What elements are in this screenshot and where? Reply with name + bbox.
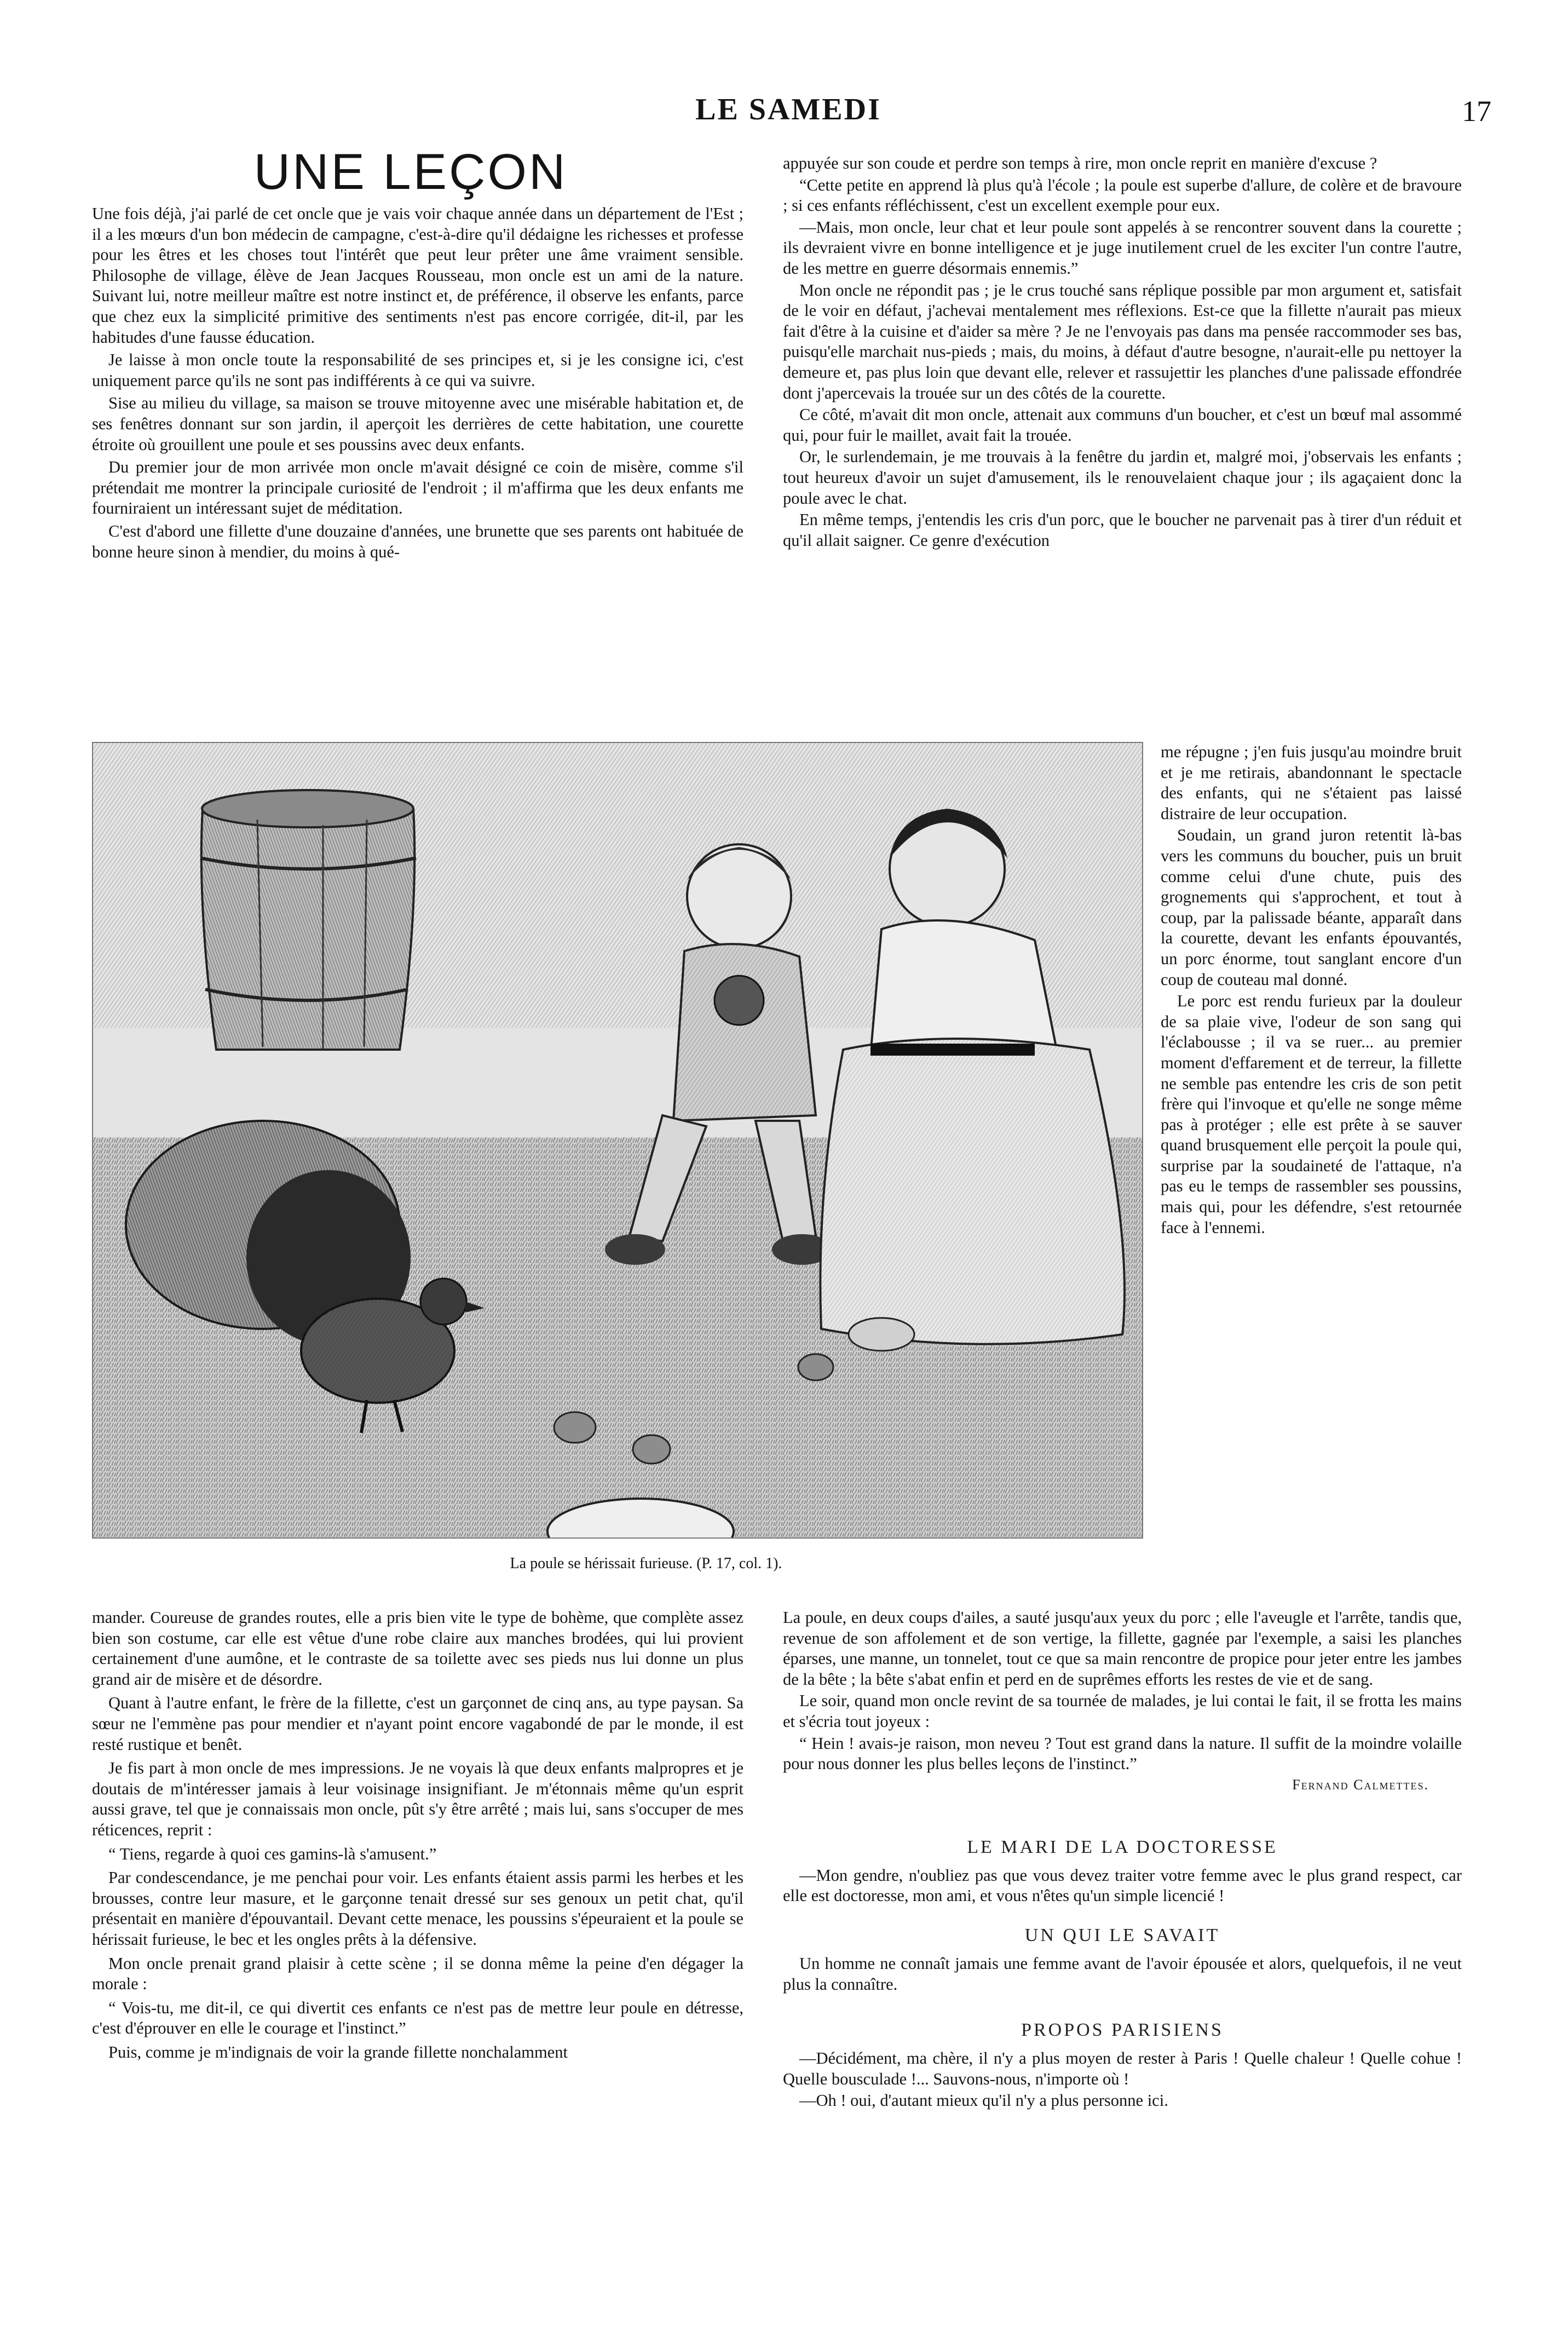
paragraph: Soudain, un grand juron retentit là-bas vers les communs du boucher, puis un bruit comme celui d'une chute, puis des grognements qui s'approchent, et tout à coup, par la palissade béante, apparaît dans la courette, devant les enfants épouvantés, un porc énorme, tout sanglant encore d'un coup de couteau mal donné. xyxy=(1161,826,1462,989)
image-caption: La poule se hérissait furieuse. (P. 17, col. 1). xyxy=(510,1555,782,1572)
paragraph: Ce côté, m'avait dit mon oncle, attenait aux communs d'un boucher, et c'est un bœuf mal assommé qui, pour fuir le maillet, avait fait la trouée. xyxy=(783,405,1462,445)
right-column-narrow xyxy=(1161,742,1462,1238)
paragraph: appuyée sur son coude et perdre son temps à rire, mon oncle reprit en manière d'excuse ? xyxy=(783,154,1377,172)
right-column-bottom xyxy=(783,1608,1462,2111)
engraving-image xyxy=(93,743,1143,1539)
paragraph: Je fis part à mon oncle de mes impressions. Je ne voyais là que deux enfants malpropres et je doutais de m'intéresser jamais à leur voisinage insignifiant. Je m'étonnais même qu'un esprit aussi grave, tel que je connaissais mon oncle, pût s'y être arrêté ; mais lui, sans s'occuper de mes réticences, reprit : xyxy=(92,1759,743,1839)
paragraph: Or, le surlendemain, je me trouvais à la fenêtre du jardin et, malgré moi, j'observais les enfants ; tout heureux d'avoir un sujet d'amusement, ils le renouvelaient chaque jour ; ils agaçaient donc la poule avec le chat. xyxy=(783,447,1462,508)
barrel xyxy=(200,790,416,1050)
paragraph: —Mais, mon oncle, leur chat et leur poule sont appelés à se rencontrer souvent dans la courette ; ils devraient vivre en bonne intelligence et je juge inutilement cruel de les exciter l'un contre l'autre, de les mettre en guerre désormais ennemis.” xyxy=(783,217,1462,278)
paragraph: Puis, comme je m'indignais de voir la grande fillette nonchalamment xyxy=(108,2042,568,2061)
section-title-savait: UN QUI LE SAVAIT xyxy=(1024,1925,1220,1945)
paragraph: Quant à l'autre enfant, le frère de la fillette, c'est un garçonnet de cinq ans, au type paysan. Sa sœur ne l'emmène pas pour mendier et n'ayant point encore vagabondé de par le monde, il est resté rustique et benêt. xyxy=(92,1694,743,1754)
left-column-bottom xyxy=(92,1608,743,2063)
paragraph: Un homme ne connaît jamais une femme avant de l'avoir épousée et alors, quelquefois, il ne veut plus la connaître. xyxy=(783,1954,1462,1994)
paragraph: Le soir, quand mon oncle revint de sa tournée de malades, je lui contai le fait, il se frotta les mains et s'écria tout joyeux : xyxy=(783,1691,1462,1731)
section-title-mari: LE MARI DE LA DOCTORESSE xyxy=(967,1836,1278,1857)
right-column-top xyxy=(783,153,1462,551)
page-number: 17 xyxy=(1462,95,1491,128)
paragraph: —Mon gendre, n'oubliez pas que vous devez traiter votre femme avec le plus grand respect, car elle est doctoresse, mon ami, et vous n'êtes qu'un simple licencié ! xyxy=(783,1865,1462,1905)
paragraph: “ Hein ! avais-je raison, mon neveu ? Tout est grand dans la nature. Il suffit de la moindre volaille pour nous donner les plus belles leçons de l'instinct.” xyxy=(783,1733,1462,1773)
section-title-propos: PROPOS PARISIENS xyxy=(1021,2020,1224,2041)
illustration xyxy=(92,742,1143,1539)
paragraph: “Cette petite en apprend là plus qu'à l'école ; la poule est superbe d'allure, de colère et de bravoure ; si ces enfants réfléchissent, c'est un excellent exemple pour eux. xyxy=(783,175,1462,215)
paragraph: En même temps, j'entendis les cris d'un porc, que le boucher ne parvenait pas à tirer d'un réduit et qu'il allait saigner. Ce genre d'exécution xyxy=(783,510,1462,550)
paragraph: La poule, en deux coups d'ailes, a sauté jusqu'aux yeux du porc ; elle l'aveugle et l'arrête, tandis que, revenue de son affolement et de son vertige, la fillette, gagnée par l'exemple, a saisi les planches éparses, une manne, un tonnelet, tout ce que sa main rencontre de propice pour jeter entre les jambes de la bête ; la bête s'abat enfin et perd en de suprêmes efforts les restes de vie et de sang. xyxy=(783,1608,1462,1689)
left-column-top xyxy=(92,204,743,562)
paragraph: C'est d'abord une fillette d'une douzaine d'années, une brunette que ses parents ont habituée de bonne heure sinon à mendier, du moins à qué- xyxy=(92,521,743,561)
paragraph: —Décidément, ma chère, il n'y a plus moyen de rester à Paris ! Quelle chaleur ! Quelle cohue ! Quelle bousculade !... Sauvons-nous, n'importe où ! xyxy=(783,2049,1462,2088)
paragraph: Sise au milieu du village, sa maison se trouve mitoyenne avec une misérable habitation et, de ses fenêtres donnant sur son jardin, il aperçoit les derrières de cette habitation, une courette étroite où grouillent une poule et ses poussins avec deux enfants. xyxy=(92,394,743,454)
paragraph: “ Vois-tu, me dit-il, ce qui divertit ces enfants ce n'est pas de mettre leur poule en détresse, c'est d'éprouver en elle le courage et l'instinct.” xyxy=(92,1998,743,2038)
paragraph: me répugne ; j'en fuis jusqu'au moindre bruit et je me retirais, abandonnant le spectacle des enfants, qui ne s'étaient pas laissé distraire de leur occupation. xyxy=(1161,742,1462,823)
paragraph: “ Tiens, regarde à quoi ces gamins-là s'amusent.” xyxy=(108,1844,437,1863)
paragraph: —Oh ! oui, d'autant mieux qu'il n'y a plus personne ici. xyxy=(799,2091,1168,2110)
paragraph: Le porc est rendu furieux par la douleur de sa plaie vive, l'odeur de son sang qui l'éclabousse ; il va se ruer... au premier moment d'effarement et de terreur, la fillette ne semble pas entendre les cris de son petit frère qui l'invoque et qu'elle ne songe même pas à protéger ; elle est prête à se sauver quand brusquement elle perçoit la poule qui, surprise par la soudaineté de l'attaque, n'a pas eu le temps de rassembler ses poussins, mais qui, pour les défendre, s'est retournée face à l'ennemi. xyxy=(1161,992,1462,1237)
newspaper-title: LE SAMEDI xyxy=(695,93,881,126)
paragraph: Du premier jour de mon arrivée mon oncle m'avait désigné ce coin de misère, comme s'il prétendait me montrer la principale curiosité de l'endroit ; il m'affirma que les deux enfants me fourniraient un intéressant sujet de méditation. xyxy=(92,458,743,518)
paragraph: Une fois déjà, j'ai parlé de cet oncle que je vais voir chaque année dans un département de l'Est ; il a les mœurs d'un bon médecin de campagne, c'est-à-dire qu'il dédaigne les richesses et professe pour les êtres et les choses tout l'intérêt que peut leur prêter une âme vraiment sensible. Philosophe de village, élève de Jean Jacques Rousseau, mon oncle est un ami de la nature. Suivant lui, notre meilleur maître est notre instinct et, de préférence, il observe les enfants, parce que chez eux la simplicité primitive des sentiments n'est pas encore corrigée, dit-il, par les habitudes d'une fausse éducation. xyxy=(92,204,743,347)
paragraph: Par condescendance, je me penchai pour voir. Les enfants étaient assis parmi les herbes et les brousses, contre leur masure, et le garçonne tenait dressé sur ses genoux un petit chat, qu'il présentait en manière d'épouvantail. Devant cette menace, les poussins s'épeuraient et la poule se hérissait furieuse, le bec et les ongles prêts à la défensive. xyxy=(92,1868,743,1949)
article-title: UNE LEÇON xyxy=(253,144,568,200)
article-signature: Fernand Calmettes. xyxy=(1292,1776,1429,1793)
paragraph: Mon oncle prenait grand plaisir à cette scène ; il se donna même la peine d'en dégager la morale : xyxy=(92,1954,743,1994)
running-header xyxy=(635,92,942,127)
paragraph: mander. Coureuse de grandes routes, elle a pris bien vite le type de bohème, que complète assez bien son costume, car elle est vêtue d'une robe claire aux manches brodées, qui lui provient certainement d'une aumône, et le contraste de sa toilette avec ses pieds nus lui donne un plus grand air de misère et de désordre. xyxy=(92,1608,743,1689)
paragraph: Je laisse à mon oncle toute la responsabilité de ses principes et, si je les consigne ici, c'est uniquement parce qu'ils ne sont pas indifférents à ce qui va suivre. xyxy=(92,350,743,390)
paragraph: Mon oncle ne répondit pas ; je le crus touché sans réplique possible par mon argument et, satisfait de le voir en défaut, j'achevai mentalement mes réflexions. Est-ce que la fillette n'aurait pas mieux fait d'être à la cuisine et d'aider sa mère ? Je ne l'envoyais pas dans ma pensée raccommoder ses bas, puisqu'elle marchait nus-pieds ; mais, du moins, à défaut d'autre besogne, n'aurait-elle pu nettoyer la demeure et, pas plus loin que devant elle, relever et rassujettir les planches d'une palissade effondrée dont j'apercevais la trouée sur un des côtés de la courette. xyxy=(783,280,1462,402)
